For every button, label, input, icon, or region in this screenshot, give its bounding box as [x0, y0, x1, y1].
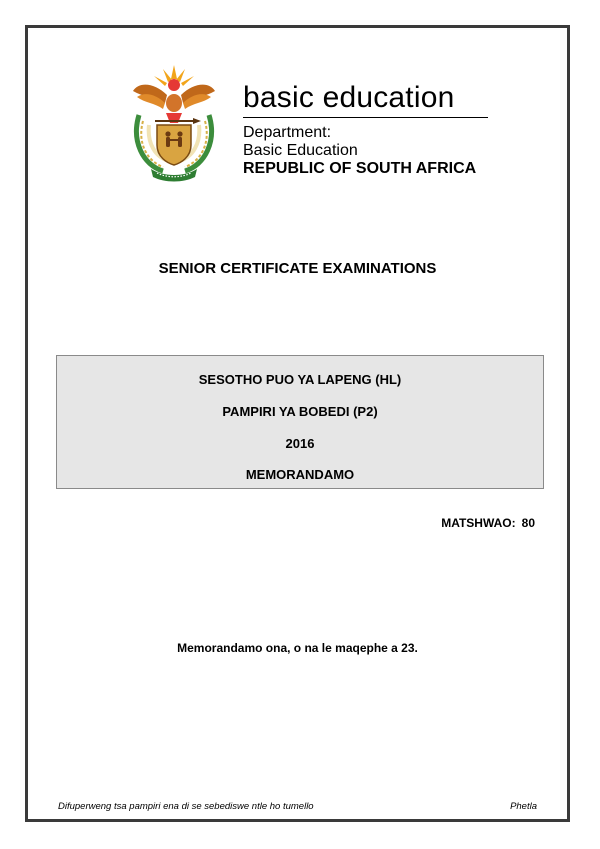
south-africa-coat-of-arms-icon: [125, 61, 223, 183]
department-brand: [243, 80, 488, 178]
marks-value: 80: [521, 516, 535, 530]
document-type: MEMORANDAMO: [245, 467, 355, 482]
department-name: Basic Education: [243, 142, 358, 159]
department-label: Department:: [243, 124, 332, 141]
subject-name: SESOTHO PUO YA LAPENG (HL): [198, 372, 402, 387]
page-frame: [25, 25, 570, 822]
brand-name: basic education: [243, 80, 488, 118]
country-name: REPUBLIC OF SOUTH AFRICA: [243, 160, 477, 177]
subject-box: [56, 355, 544, 489]
copyright-notice: Difuperweng tsa pampiri ena di se sebediswe ntle ho tumello: [58, 801, 314, 812]
marks-label: MATSHWAO:: [441, 516, 516, 530]
exam-title: SENIOR CERTIFICATE EXAMINATIONS: [158, 260, 437, 277]
exam-year: 2016: [285, 436, 315, 451]
page-count-note: Memorandamo ona, o na le maqephe a 23.: [177, 641, 418, 655]
turn-over-label: Phetla: [510, 801, 537, 812]
total-marks: [441, 516, 535, 530]
paper-number: PAMPIRI YA BOBEDI (P2): [222, 404, 378, 419]
